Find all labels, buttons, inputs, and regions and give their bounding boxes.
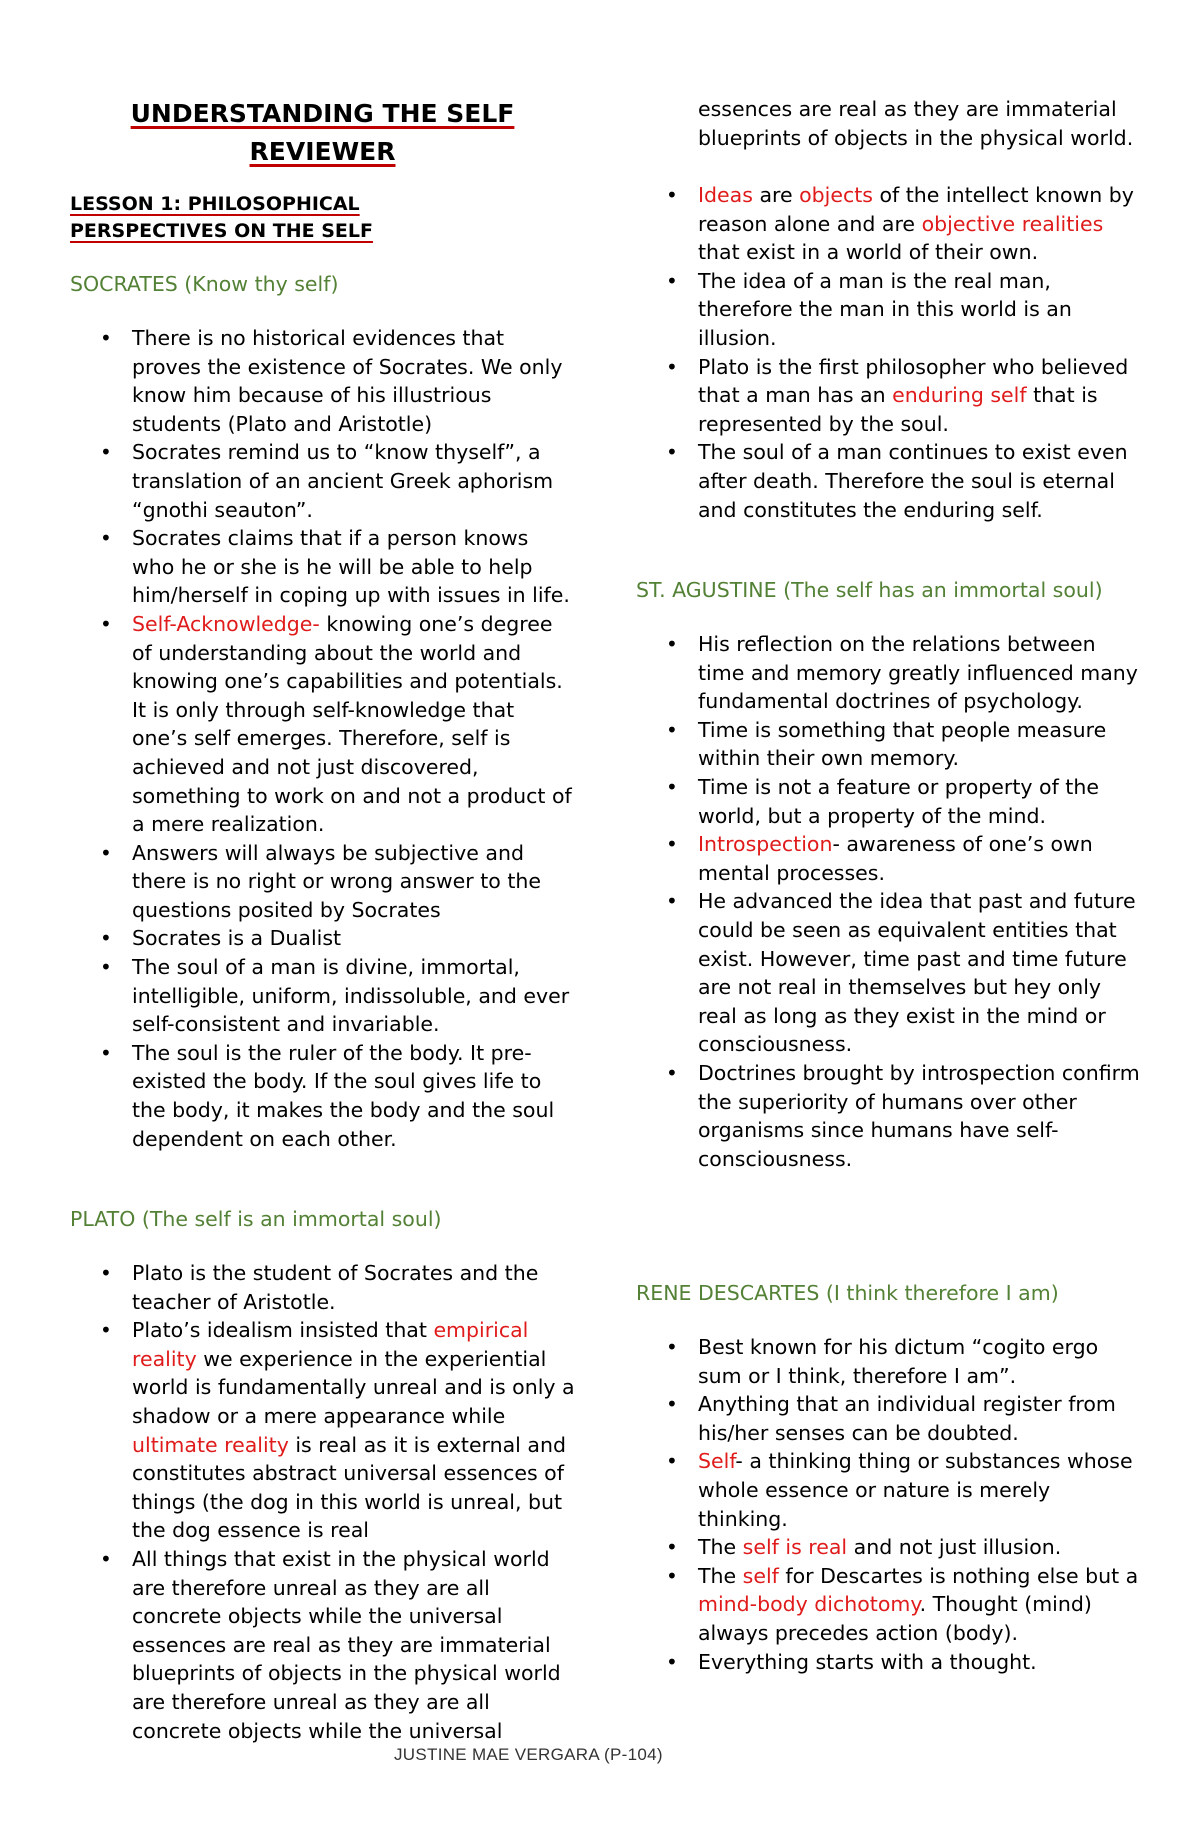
list-item [70,1259,575,1316]
list-item [636,353,1141,439]
lesson-line-1: LESSON 1: PHILOSOPHICAL [70,193,360,215]
list-item-text: The idea of a man is the real man, therefore the man in this world is an illusion. [698,268,1072,350]
list-item-text: Socrates claims that if a person knows who he or she is he will be able to help him/herself in coping up with issues in life. [132,526,570,608]
list-item-text: All things that exist in the physical world are therefore unreal as they are all concrete objects while the universal essences are real as they are immaterial blueprints of objects in the physical world are therefore unreal as they are all concrete objects while the universal [132,1546,561,1743]
list-item-text: are [752,183,800,207]
list-item-text: Anything that an individual register from his/her senses can be doubted. [698,1392,1116,1445]
socrates-heading: SOCRATES (Know thy self) [70,272,339,296]
key-term: enduring self [892,383,1027,408]
lesson-heading [70,191,550,245]
list-item-text: He advanced the idea that past and future could be seen as equivalent entities that exist. However, time past and time future are not real in themselves but hey only real as long as they exist in the mind or consciousness. [698,889,1136,1057]
list-item-text: Plato is the student of Socrates and the teacher of Aristotle. [132,1261,539,1314]
list-item [636,887,1141,1059]
list-item [70,1039,575,1153]
key-term: ultimate reality [132,1432,289,1457]
document-title [110,95,535,171]
page-footer: JUSTINE MAE VERGARA (P-104) [394,1745,663,1764]
list-item-text: Socrates is a Dualist [132,926,342,951]
list-item-text: - awareness of one’s own mental processes. [698,832,1093,885]
list-item-text: The soul of a man continues to exist even after death. Therefore the soul is eternal and constitutes the enduring self. [698,440,1128,522]
augustine-heading: ST. AGUSTINE (The self has an immortal soul) [636,578,1103,602]
key-term: Self-Acknowledge- [132,611,320,636]
list-item [70,524,575,610]
lesson-line-2: PERSPECTIVES ON THE SELF [70,220,373,242]
list-item-text: of the intellect known by reason alone and are [698,183,1134,236]
key-term: objects [799,183,873,207]
plato-continued-text: essences are real as they are immaterial blueprints of objects in the physical world. [698,97,1134,150]
list-item [636,1390,1141,1447]
list-item [636,773,1141,830]
list-item-text: is real as it is external and constitutes abstract universal essences of things (the dog in this world is unreal, but the dog essence is real [132,1432,566,1543]
list-item-text: for Descartes is nothing else but a [778,1563,1139,1588]
list-item-text: The soul of a man is divine, immortal, intelligible, uniform, indissoluble, and ever self-consistent and invariable. [132,955,570,1037]
augustine-list [636,630,1141,1173]
key-term: self [742,1563,779,1588]
socrates-list [70,324,575,1153]
key-term: mind-body dichotomy [698,1592,920,1617]
descartes-heading: RENE DESCARTES (I think therefore I am) [636,1281,1059,1305]
list-item-text: The [698,1535,743,1560]
plato-list-continued [636,181,1141,524]
list-item-text: Best known for his dictum “cogito ergo sum or I think, therefore I am”. [698,1335,1099,1388]
list-item-text: . Thought (mind) always precedes action (body). [698,1592,1092,1645]
list-item-text: we experience in the experiential world is fundamentally unreal and is only a shadow or a mere appearance while [132,1346,575,1428]
list-item-text: - a thinking thing or substances whose whole essence or nature is merely thinking. [698,1449,1133,1531]
list-item [636,181,1141,267]
list-item [70,610,575,839]
list-item-text: Time is not a feature or property of the world, but a property of the mind. [698,774,1099,828]
list-item [636,1447,1141,1533]
list-item-text: Doctrines brought by introspection confirm the superiority of humans over other organisms since humans have self-consciousness. [698,1060,1140,1171]
list-item [636,267,1141,353]
list-item [70,1545,575,1745]
key-term: empirical reality [132,1318,529,1371]
list-item-text: There is no historical evidences that proves the existence of Socrates. We only know him because of his illustrious students (Plato and Aristotle) [132,326,563,436]
list-item-text: Everything starts with a thought. [698,1649,1037,1674]
list-item-text: Plato’s idealism insisted that [132,1318,434,1343]
title-line-2: REVIEWER [249,137,396,166]
list-item [70,924,575,953]
list-item [636,1333,1141,1390]
key-term: Self [698,1449,736,1474]
list-item [636,1059,1141,1173]
list-item-text: The [698,1563,743,1588]
list-item [636,1533,1141,1562]
key-term: Introspection [698,832,833,857]
list-item [636,1562,1141,1648]
list-item-text: knowing one’s degree of understanding about the world and knowing one’s capabilities and potentials. It is only through self-knowledge that one’s self emerges. Therefore, self is achieved and not just discovered, something to work on and not a product of a mere realization. [132,611,572,837]
list-item-text: that exist in a world of their own. [698,240,1039,265]
title-line-1: UNDERSTANDING THE SELF [130,99,515,128]
list-item [70,324,575,438]
key-term: objective realities [921,211,1104,236]
list-item-text: Socrates remind us to “know thyself”, a translation of an ancient Greek aphorism “gnothi seauton”. [132,440,554,522]
list-item [70,1316,575,1545]
descartes-list [636,1333,1141,1676]
list-item [70,953,575,1039]
list-item [636,1648,1141,1677]
list-item [636,630,1141,716]
list-item [70,438,575,524]
list-item [70,839,575,925]
list-item [636,716,1141,773]
plato-list [70,1259,575,1745]
list-item-text: and not just illusion. [847,1535,1062,1560]
key-term: self is real [742,1535,848,1560]
plato-heading: PLATO (The self is an immortal soul) [70,1207,442,1231]
list-item-text: The soul is the ruler of the body. It pre-existed the body. If the soul gives life to the body, it makes the body and the soul dependent on each other. [132,1040,555,1151]
list-item-text: Plato is the first philosopher who believed that a man has an [698,354,1129,408]
list-item-text: Time is something that people measure within their own memory. [698,717,1107,771]
key-term: Ideas [698,183,753,207]
list-item-text: Answers will always be subjective and there is no right or wrong answer to the questions posited by Socrates [132,840,541,922]
list-item-text: that is represented by the soul. [698,383,1098,436]
list-item-text: His reflection on the relations between time and memory greatly influenced many fundamental doctrines of psychology. [698,632,1138,714]
list-item [636,438,1141,524]
list-item [636,830,1141,887]
